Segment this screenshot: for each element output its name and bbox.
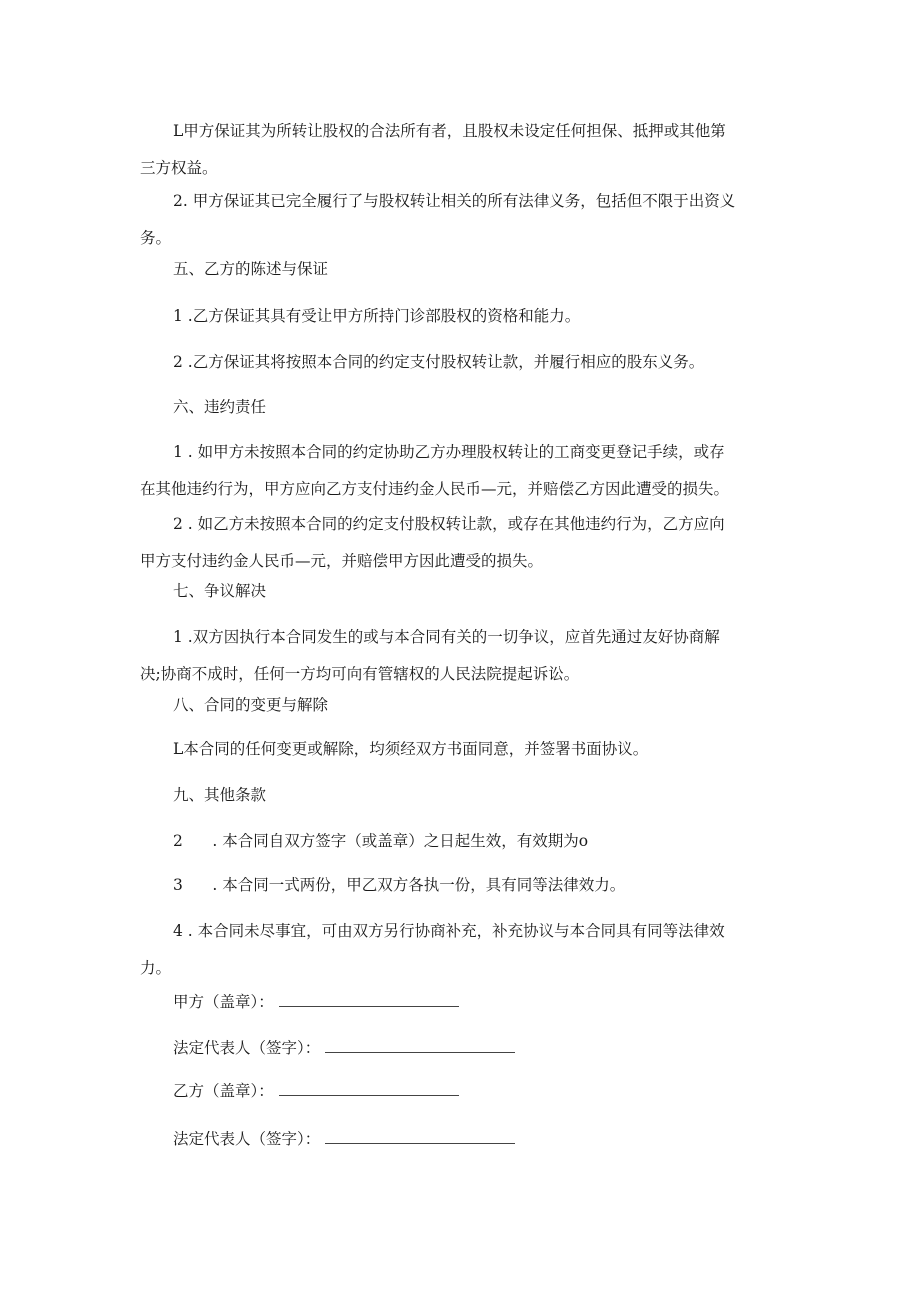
paragraph-line: L甲方保证其为所转让股权的合法所有者，且股权未设定任何担保、抵押或其他第 — [173, 122, 726, 140]
section6-heading: 六、违约责任 — [173, 398, 267, 416]
section6-item1 — [140, 434, 790, 508]
section5-heading: 五、乙方的陈述与保证 — [173, 260, 329, 278]
paragraph-line: 决;协商不成时，任何一方均可向有管辖权的人民法院提起诉讼。 — [140, 665, 580, 683]
party-b-seal-label: 乙方（盖章）： — [173, 1082, 274, 1100]
party-a-rep-row — [173, 1030, 515, 1067]
section4-item1 — [140, 113, 790, 187]
paragraph-line: 2 . 如乙方未按照本合同的约定支付股权转让款，或存在其他违约行为，乙方应向 — [173, 515, 725, 533]
party-a-rep-label: 法定代表人（签字）： — [173, 1039, 321, 1057]
section6-item2 — [140, 506, 790, 580]
section7-item1 — [140, 619, 790, 693]
section7-heading: 七、争议解决 — [173, 582, 267, 600]
section5-item2: 2 .乙方保证其将按照本合同的约定支付股权转让款，并履行相应的股东义务。 — [173, 353, 705, 371]
party-b-rep-label: 法定代表人（签字）： — [173, 1130, 321, 1148]
section9-heading: 九、其他条款 — [173, 786, 267, 804]
paragraph-line: 力。 — [140, 959, 172, 977]
paragraph-line: 三方权益。 — [140, 159, 218, 177]
party-a-seal-row — [173, 984, 459, 1021]
section8-item1: L本合同的任何变更或解除，均须经双方书面同意，并签署书面协议。 — [173, 740, 649, 758]
section9-item2: 2 . 本合同自双方签字（或盖章）之日起生效，有效期为o — [173, 832, 589, 850]
section9-item4 — [140, 913, 790, 987]
paragraph-line: 在其他违约行为，甲方应向乙方支付违约金人民币—元，并赔偿乙方因此遭受的损失。 — [140, 480, 730, 498]
party-b-seal-line — [279, 1081, 459, 1096]
paragraph-line: 4 . 本合同未尽事宜，可由双方另行协商补充，补充协议与本合同具有同等法律效 — [173, 922, 725, 940]
section4-item2 — [140, 183, 790, 257]
section5-item1: 1 .乙方保证其具有受让甲方所持门诊部股权的资格和能力。 — [173, 307, 581, 325]
paragraph-line: 1 . 如甲方未按照本合同的约定协助乙方办理股权转让的工商变更登记手续，或存 — [173, 443, 725, 461]
section8-heading: 八、合同的变更与解除 — [173, 696, 329, 714]
section9-item3: 3 . 本合同一式两份，甲乙双方各执一份，具有同等法律效力。 — [173, 876, 626, 894]
paragraph-line: 甲方支付违约金人民币—元，并赔偿甲方因此遭受的损失。 — [140, 552, 544, 570]
party-a-seal-label: 甲方（盖章）： — [173, 993, 274, 1011]
party-a-seal-line — [279, 992, 459, 1007]
paragraph-line: 2. 甲方保证其已完全履行了与股权转让相关的所有法律义务，包括但不限于出资义 — [173, 192, 736, 210]
party-b-rep-row — [173, 1121, 515, 1158]
paragraph-line: 务。 — [140, 229, 172, 247]
party-b-rep-line — [325, 1129, 515, 1144]
paragraph-line: 1 .双方因执行本合同发生的或与本合同有关的一切争议，应首先通过友好协商解 — [173, 628, 720, 646]
party-a-rep-line — [325, 1038, 515, 1053]
party-b-seal-row — [173, 1073, 459, 1110]
